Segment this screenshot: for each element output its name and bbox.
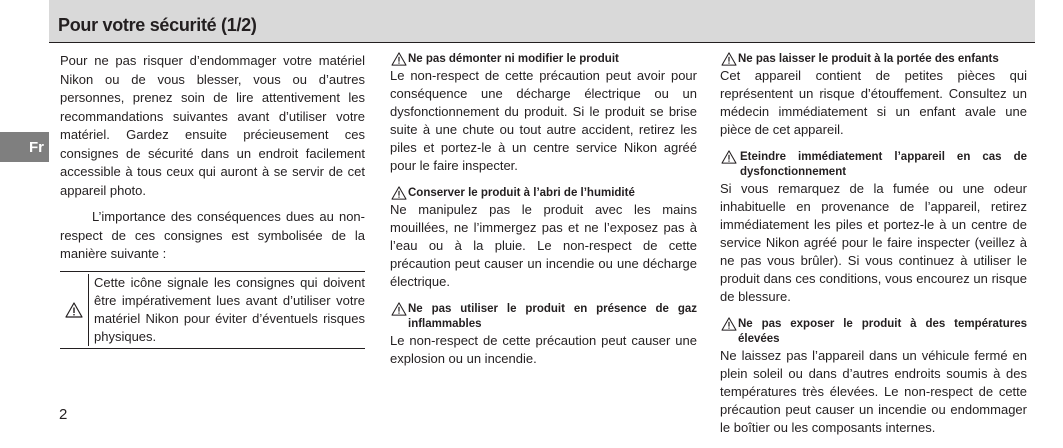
warning-triangle-icon — [60, 302, 88, 318]
warning-triangle-icon — [390, 52, 408, 66]
page-title: Pour votre sécurité (1/2) — [58, 15, 257, 35]
section-title: Ne pas laisser le produit à la portée des enfants — [738, 53, 999, 65]
warning-triangle-icon — [720, 150, 738, 164]
warning-triangle-icon — [720, 317, 738, 331]
language-tab: Fr — [0, 132, 49, 162]
safety-section — [720, 317, 1027, 437]
safety-section — [720, 52, 1027, 139]
warning-triangle-icon — [720, 52, 738, 66]
warning-note-text: Cette icône signale les consignes qui doivent être impérativement lues avant d’utiliser votre matériel Nikon pour éviter d’éventuels risques physiques. — [88, 274, 365, 346]
section-title: Ne pas utiliser le produit en présence de gaz inflammables — [408, 303, 697, 330]
section-title: Conserver le produit à l’abri de l’humidité — [408, 187, 635, 199]
column-intro — [60, 52, 365, 349]
column-safety-1 — [390, 52, 697, 379]
section-title: Ne pas exposer le produit à des températures élevées — [738, 318, 1027, 345]
intro-paragraph: Pour ne pas risquer d’endommager votre matériel Nikon ou de vous blesser, vous ou d’autres personnes, prenez soin de lire attentivement les recommandations suivantes avant d’utiliser votre matériel. Gardez ensuite précieusement ces consignes de sécurité dans un endroit facilement accessible à tous ceux qui auront à se servir de cet appareil photo. — [60, 53, 365, 198]
safety-section — [390, 186, 697, 291]
section-body: Le non-respect de cette précaution peut causer une explosion ou un incendie. — [390, 333, 697, 366]
importance-paragraph: L’importance des conséquences dues au non-respect de ces consignes est symbolisée de la manière suivante : — [60, 209, 365, 261]
section-title: Ne pas démonter ni modifier le produit — [408, 53, 619, 65]
warning-note-box — [60, 271, 365, 349]
header-divider — [49, 42, 1035, 43]
warning-triangle-icon — [390, 302, 408, 316]
warning-triangle-icon — [390, 186, 408, 200]
safety-section — [390, 302, 697, 368]
section-body: Ne laissez pas l’appareil dans un véhicule fermé en plein soleil ou dans d’autres endroits soumis à des températures très élevées. Le non-respect de cette précaution peut causer un incendie ou endommager le boîtier ou les composants internes. — [720, 348, 1027, 435]
section-title: Eteindre immédiatement l’appareil en cas de dysfonctionnement — [740, 151, 1027, 178]
section-body: Si vous remarquez de la fumée ou une odeur inhabituelle en provenance de l’appareil, retirez immédiatement les piles et portez-le à un centre de service Nikon agréé pour le faire inspecter (veillez à ne pas vous brûler). Si vous continuez à utiliser le produit dans ces conditions, vous encourez un risque de blessure. — [720, 181, 1027, 304]
section-body: Ne manipulez pas le produit avec les mains mouillées, ne l’immergez pas et ne l’exposez pas à l’eau ou à la pluie. Le non-respect de cette précaution peut causer un incendie ou une décharge électrique. — [390, 202, 697, 289]
column-safety-2 — [720, 52, 1027, 448]
safety-section — [390, 52, 697, 175]
section-body: Cet appareil contient de petites pièces qui représentent un risque d’étouffement. Consultez un médecin immédiatement si un enfant avale une pièce de cet appareil. — [720, 68, 1027, 137]
page-number: 2 — [59, 406, 68, 423]
section-body: Le non-respect de cette précaution peut avoir pour conséquence une décharge électrique ou un dysfonctionnement du produit. Si le produit se brise suite à une chute ou tout autre accident, retirez les piles et portez-le à un centre service Nikon agréé pour le faire inspecter. — [390, 68, 697, 173]
safety-section — [720, 150, 1027, 306]
